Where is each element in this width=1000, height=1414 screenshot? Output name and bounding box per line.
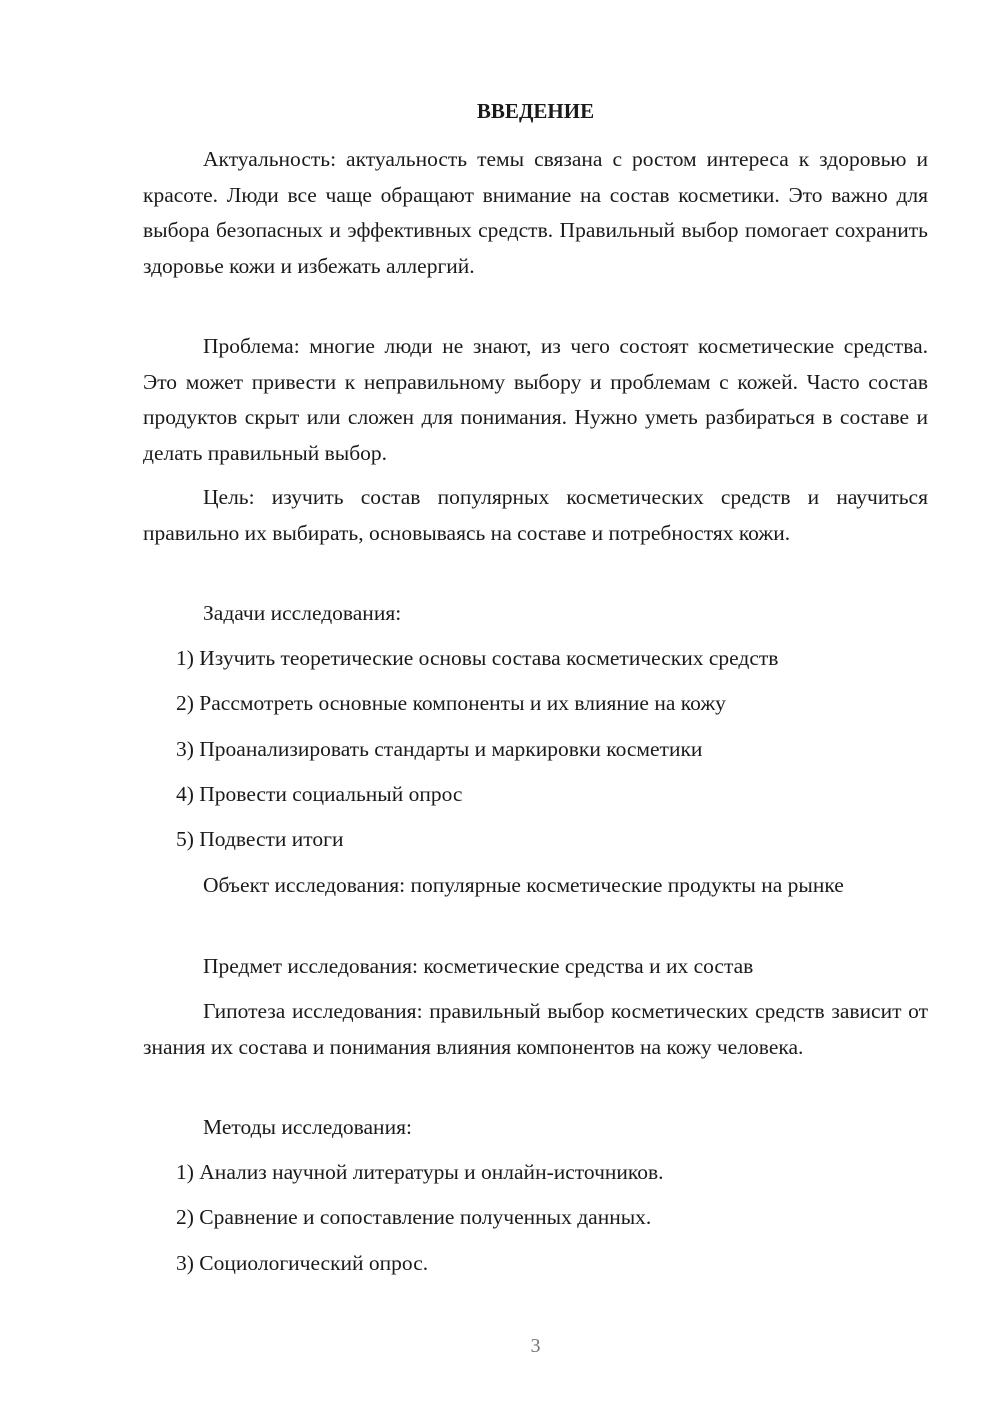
relevance-paragraph: Актуальность: актуальность темы связана с ростом интереса к здоровью и красоте. Люди все чаще обращают внимание на состав косметики. Это важно для выбора безопасных и эффективных средств. Правильный выбор помогает сохранить здоровье кожи и избежать аллергий. — [143, 147, 928, 278]
document-page — [143, 0, 928, 1414]
problem-paragraph: Проблема: многие люди не знают, из чего состоят косметические средства. Это может привести к неправильному выбору и проблемам с кожей. Часто состав продуктов скрыт или сложен для понимания. Нужно уметь разбираться в составе и делать правильный выбор. — [143, 334, 928, 465]
method-item: 1) Анализ научной литературы и онлайн-источников. — [176, 1160, 664, 1184]
task-item: 4) Провести социальный опрос — [176, 782, 463, 806]
method-item: 3) Социологический опрос. — [176, 1251, 429, 1275]
task-item: 5) Подвести итоги — [176, 827, 344, 851]
goal-paragraph: Цель: изучить состав популярных косметических средств и научиться правильно их выбирать, основываясь на составе и потребностях кожи. — [143, 485, 928, 545]
tasks-heading: Задачи исследования: — [203, 601, 402, 625]
object-paragraph: Объект исследования: популярные косметические продукты на рынке — [203, 873, 844, 897]
section-title: ВВЕДЕНИЕ — [476, 99, 595, 123]
subject-paragraph: Предмет исследования: косметические средства и их состав — [203, 954, 754, 978]
method-item: 2) Сравнение и сопоставление полученных данных. — [176, 1205, 652, 1229]
task-item: 2) Рассмотреть основные компоненты и их влияние на кожу — [176, 691, 726, 715]
methods-heading: Методы исследования: — [203, 1115, 412, 1139]
page-number: 3 — [530, 1335, 541, 1357]
hypothesis-paragraph: Гипотеза исследования: правильный выбор косметических средств зависит от знания их состава и понимания влияния компонентов на кожу человека. — [143, 999, 928, 1059]
task-item: 1) Изучить теоретические основы состава косметических средств — [176, 646, 779, 670]
task-item: 3) Проанализировать стандарты и маркировки косметики — [176, 737, 703, 761]
